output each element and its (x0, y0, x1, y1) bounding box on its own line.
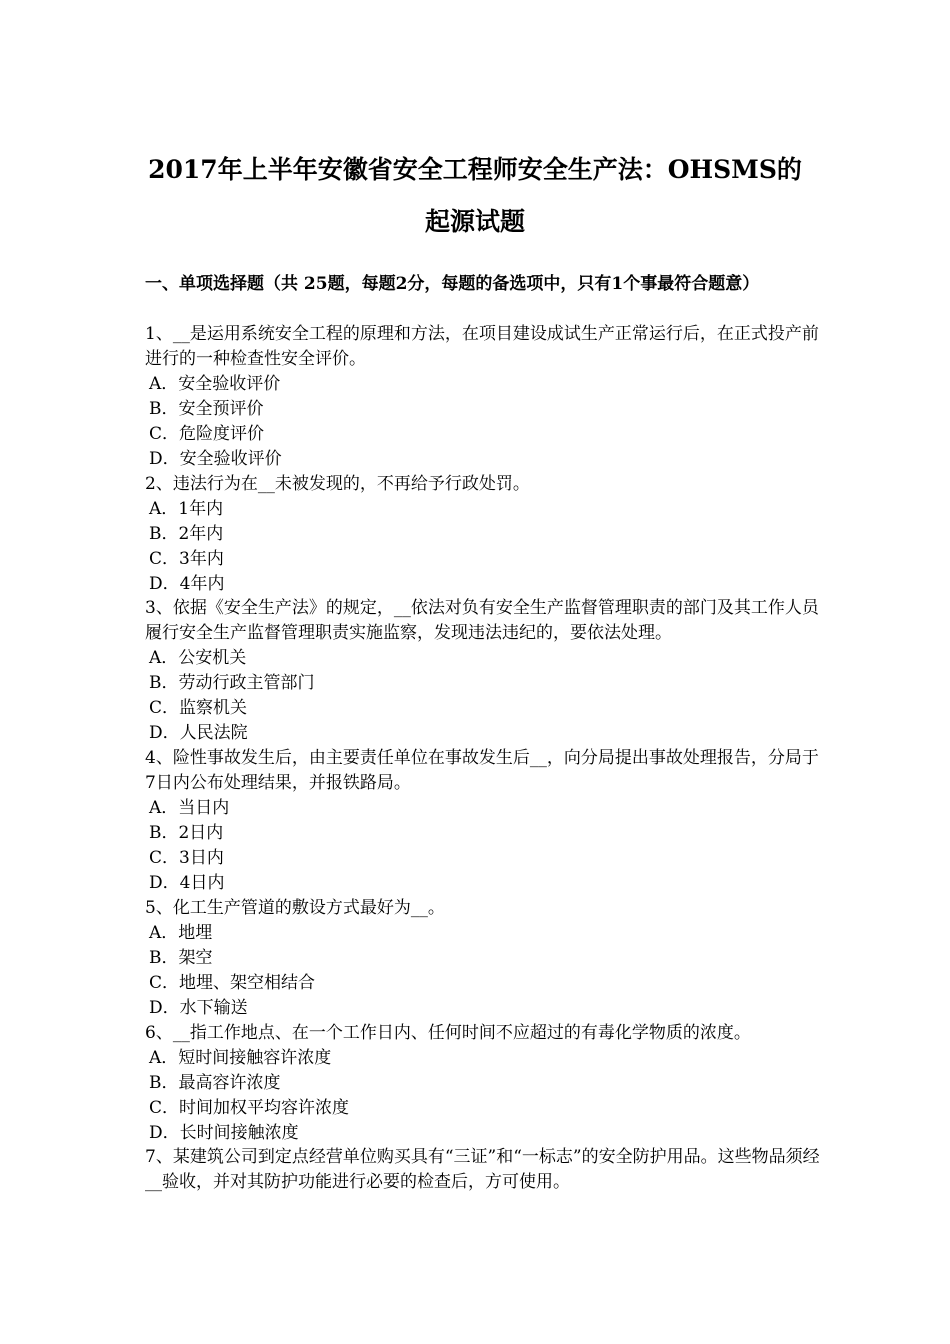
option-b: B．架空 (149, 947, 213, 968)
title-line-2: 起源试题 (424, 207, 525, 236)
option-c: C．时间加权平均容许浓度 (149, 1097, 350, 1118)
question-text: 4、险性事故发生后，由主要责任单位在事故发生后__，向分局提出事故处理报告，分局于7日内公布处理结果，并报铁路局。 (145, 748, 819, 794)
question (145, 596, 823, 746)
question-text: 7、某建筑公司到定点经营单位购买具有“三证”和“一标志”的安全防护用品。这些物品须经__验收，并对其防护功能进行必要的检查后，方可使用。 (145, 1147, 820, 1193)
question (145, 1021, 823, 1146)
question-list (145, 322, 823, 1195)
option-c: C．监察机关 (149, 698, 248, 719)
option-d: D．水下输送 (149, 997, 248, 1018)
option-d: D．安全验收评价 (149, 448, 282, 469)
option-d: D．人民法院 (149, 723, 248, 744)
option-a: A．地埋 (149, 922, 213, 943)
question-text: 3、依据《安全生产法》的规定，__依法对负有安全生产监督管理职责的部门及其工作人员履行安全生产监督管理职责实施监察，发现违法违纪的，要依法处理。 (145, 598, 819, 644)
option-a: A．1年内 (149, 498, 224, 519)
option-b: B．最高容许浓度 (149, 1072, 281, 1093)
option-b: B．2日内 (149, 823, 224, 844)
question (145, 1145, 823, 1195)
option-d: D．4年内 (149, 573, 225, 594)
option-a: A．当日内 (149, 798, 230, 819)
question-text: 6、__指工作地点、在一个工作日内、任何时间不应超过的有毒化学物质的浓度。 (145, 1022, 751, 1043)
option-d: D．长时间接触浓度 (149, 1122, 299, 1143)
option-b: B．安全预评价 (149, 398, 264, 419)
option-a: A．公安机关 (149, 648, 247, 669)
question-text: 2、违法行为在__未被发现的，不再给予行政处罚。 (145, 473, 530, 494)
option-c: C．3日内 (149, 848, 224, 869)
option-a: A．安全验收评价 (149, 373, 281, 394)
option-b: B．劳动行政主管部门 (149, 673, 315, 694)
option-c: C．危险度评价 (149, 423, 265, 444)
option-b: B．2年内 (149, 523, 224, 544)
question-text: 5、化工生产管道的敷设方式最好为__。 (145, 897, 445, 918)
option-c: C．地埋、架空相结合 (149, 972, 316, 993)
document-title (100, 144, 850, 248)
title-line-1: 2017年上半年安徽省安全工程师安全生产法：OHSMS的 (148, 155, 802, 184)
option-d: D．4日内 (149, 872, 225, 893)
question (145, 322, 823, 472)
question (145, 896, 823, 1021)
question-text: 1、__是运用系统安全工程的原理和方法，在项目建设成试生产正常运行后，在正式投产前进行的一种检查性安全评价。 (145, 324, 819, 369)
question (145, 472, 823, 597)
option-a: A．短时间接触容许浓度 (149, 1047, 332, 1068)
question (145, 746, 823, 896)
section-heading: 一、单项选择题（共 25题，每题2分，每题的备选项中，只有1个事最符合题意） (145, 274, 760, 294)
option-c: C．3年内 (149, 548, 224, 569)
